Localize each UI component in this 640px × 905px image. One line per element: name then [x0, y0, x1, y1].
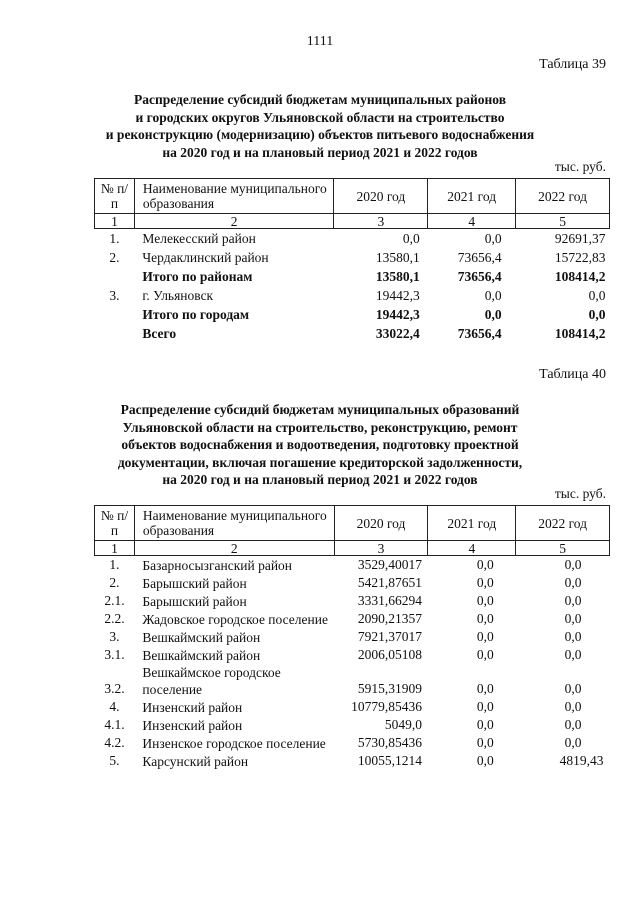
column-number: 1: [95, 214, 135, 229]
row-number: 2.: [109, 575, 120, 590]
column-number: 5: [516, 541, 610, 556]
table-row: [95, 628, 610, 646]
value-2020: 5915,31909: [357, 681, 422, 696]
table-40-unit: тыс. руб.: [554, 486, 606, 501]
column-number: 4: [428, 541, 516, 556]
row-name: Мелекесский район: [142, 231, 256, 246]
column-number: 2: [134, 541, 334, 556]
header-name: Наименование муниципального образования: [134, 179, 334, 214]
value-2020: 10779,85436: [351, 699, 422, 714]
row-name: Инзенское городское поселение: [142, 736, 326, 751]
value-2020: 7921,37017: [357, 629, 422, 644]
table-row: [95, 574, 610, 592]
value-2020: 5049,0: [384, 717, 422, 732]
value-2022: 0,0: [564, 629, 582, 644]
value-2021: 0,0: [484, 307, 502, 322]
value-2022: 0,0: [564, 717, 582, 732]
row-number: 3.1.: [104, 647, 125, 662]
value-2021: 0,0: [484, 288, 502, 303]
column-number: 3: [334, 541, 428, 556]
value-2020: 2090,21357: [357, 611, 422, 626]
row-name: Всего: [142, 326, 177, 341]
row-name: Барышский район: [142, 576, 247, 591]
row-number: 5.: [109, 753, 120, 768]
column-number: 3: [334, 214, 428, 229]
table-row: [95, 716, 610, 734]
column-number: 5: [516, 214, 610, 229]
value-2022: 0,0: [564, 593, 582, 608]
table-40-column-numbers: [95, 541, 610, 556]
value-2022: 4819,43: [559, 753, 604, 768]
table-40-title-line: Ульяновской области на строительство, реконструкцию, ремонт: [122, 419, 518, 435]
table-row: [95, 229, 610, 249]
value-2020: 33022,4: [375, 326, 420, 341]
value-2022: 15722,83: [554, 250, 606, 265]
row-name: Вешкаймское городское поселение: [142, 665, 281, 697]
table-row: [95, 646, 610, 664]
table-row: [95, 286, 610, 305]
row-name: Барышский район: [142, 594, 247, 609]
value-2020: 13580,1: [375, 269, 420, 284]
header-2020: 2020 год: [334, 179, 428, 214]
value-2020: 3529,40017: [357, 557, 422, 572]
column-number: 1: [95, 541, 135, 556]
table-row: [95, 324, 610, 343]
value-2020: 0,0: [402, 231, 420, 246]
table-row: [95, 592, 610, 610]
value-2020: 13580,1: [375, 250, 420, 265]
table-39-title-line: и реконструкцию (модернизацию) объектов питьевого водоснабжения: [105, 127, 535, 142]
table-40-label: Таблица 40: [539, 367, 606, 382]
value-2020: 5421,87651: [357, 575, 422, 590]
table-row: [95, 698, 610, 716]
table-40-title-line: документации, включая погашение кредиторской задолженности,: [117, 454, 523, 470]
value-2021: 0,0: [476, 735, 494, 750]
table-40-title-line: на 2020 год и на плановый период 2021 и 2022 годов: [162, 472, 478, 487]
value-2021: 0,0: [476, 611, 494, 626]
value-2022: 0,0: [564, 681, 582, 696]
table-39-column-numbers: [95, 214, 610, 229]
value-2022: 0,0: [564, 611, 582, 626]
row-name: Вешкаймский район: [142, 648, 261, 663]
value-2021: 0,0: [476, 717, 494, 732]
row-number: 2.2.: [104, 611, 125, 626]
value-2022: 0,0: [564, 647, 582, 662]
row-name: Инзенский район: [142, 718, 243, 733]
row-name: Чердаклинский район: [142, 250, 269, 265]
value-2021: 0,0: [476, 647, 494, 662]
row-number: 2.1.: [104, 593, 125, 608]
value-2020: 19442,3: [375, 288, 420, 303]
table-row: [95, 305, 610, 324]
table-39-title-line: Распределение субсидий бюджетам муниципальных районов: [133, 92, 507, 107]
table-40-title: [70, 401, 570, 489]
table-39-label: Таблица 39: [539, 57, 606, 72]
header-2021: 2021 год: [428, 179, 516, 214]
value-2021: 73656,4: [457, 250, 502, 265]
table-row: [95, 664, 610, 698]
table-39-title-line: на 2020 год и на плановый период 2021 и 2022 годов: [162, 144, 478, 160]
header-number: № п/п: [95, 179, 135, 214]
row-name: Жадовское городское поселение: [142, 612, 328, 627]
row-number: 1.: [109, 557, 120, 572]
page-number: 1111: [306, 34, 334, 49]
table-40-title-line: Распределение субсидий бюджетам муниципальных образований: [120, 402, 520, 417]
value-2022: 0,0: [564, 735, 582, 750]
row-number: 3.: [109, 629, 120, 644]
column-number: 2: [134, 214, 334, 229]
row-number: [95, 267, 135, 286]
table-row: [95, 248, 610, 267]
row-name: Карсунский район: [142, 754, 249, 769]
value-2022: 92691,37: [554, 231, 606, 246]
value-2020: 3331,66294: [357, 593, 422, 608]
table-row: [95, 610, 610, 628]
table-40: [94, 505, 610, 770]
row-name: Инзенский район: [142, 700, 243, 715]
header-2021: 2021 год: [428, 506, 516, 541]
header-2020: 2020 год: [334, 506, 428, 541]
row-number: 3.: [109, 288, 120, 303]
row-number: 4.2.: [104, 735, 125, 750]
value-2021: 0,0: [484, 231, 502, 246]
value-2021: 0,0: [476, 753, 494, 768]
row-name: Итого по районам: [142, 269, 253, 284]
value-2021: 0,0: [476, 681, 494, 696]
value-2022: 0,0: [564, 699, 582, 714]
table-39-title: [70, 91, 570, 161]
row-number: 1.: [109, 231, 120, 246]
table-row: [95, 267, 610, 286]
row-number: [95, 324, 135, 343]
table-40-title-line: объектов водоснабжения и водоотведения, подготовку проектной: [121, 437, 519, 452]
value-2021: 73656,4: [457, 269, 502, 284]
row-number: 4.1.: [104, 717, 125, 732]
header-number: № п/п: [95, 506, 135, 541]
header-name: Наименование муниципального образования: [134, 506, 334, 541]
value-2021: 0,0: [476, 629, 494, 644]
row-number: 3.2.: [104, 681, 125, 696]
value-2022: 108414,2: [554, 269, 606, 284]
value-2022: 0,0: [564, 575, 582, 590]
value-2020: 19442,3: [375, 307, 420, 322]
table-39-header-row: [95, 179, 610, 214]
column-number: 4: [428, 214, 516, 229]
value-2021: 0,0: [476, 575, 494, 590]
row-name: Базарносызганский район: [142, 558, 293, 573]
value-2021: 0,0: [476, 593, 494, 608]
table-row: [95, 556, 610, 575]
row-name: г. Ульяновск: [142, 288, 214, 303]
row-name: Итого по городам: [142, 307, 250, 322]
value-2021: 0,0: [476, 699, 494, 714]
table-40-body: [95, 556, 610, 771]
table-39-unit: тыс. руб.: [554, 159, 606, 174]
table-39-title-line: и городских округов Ульяновской области на строительство: [135, 109, 505, 125]
table-row: [95, 734, 610, 752]
table-39-body: [95, 229, 610, 344]
row-name: Вешкаймский район: [142, 630, 261, 645]
table-40-header-row: [95, 506, 610, 541]
value-2022: 0,0: [588, 307, 606, 322]
value-2021: 0,0: [476, 557, 494, 572]
header-2022: 2022 год: [516, 506, 610, 541]
value-2020: 10055,1214: [357, 753, 422, 768]
value-2022: 0,0: [588, 288, 606, 303]
row-number: 4.: [109, 699, 120, 714]
value-2021: 73656,4: [457, 326, 502, 341]
row-number: 2.: [109, 250, 120, 265]
table-row: [95, 752, 610, 770]
value-2022: 0,0: [564, 557, 582, 572]
table-39: [94, 178, 610, 343]
value-2022: 108414,2: [554, 326, 606, 341]
header-2022: 2022 год: [516, 179, 610, 214]
value-2020: 2006,05108: [357, 647, 422, 662]
value-2020: 5730,85436: [357, 735, 422, 750]
row-number: [95, 305, 135, 324]
